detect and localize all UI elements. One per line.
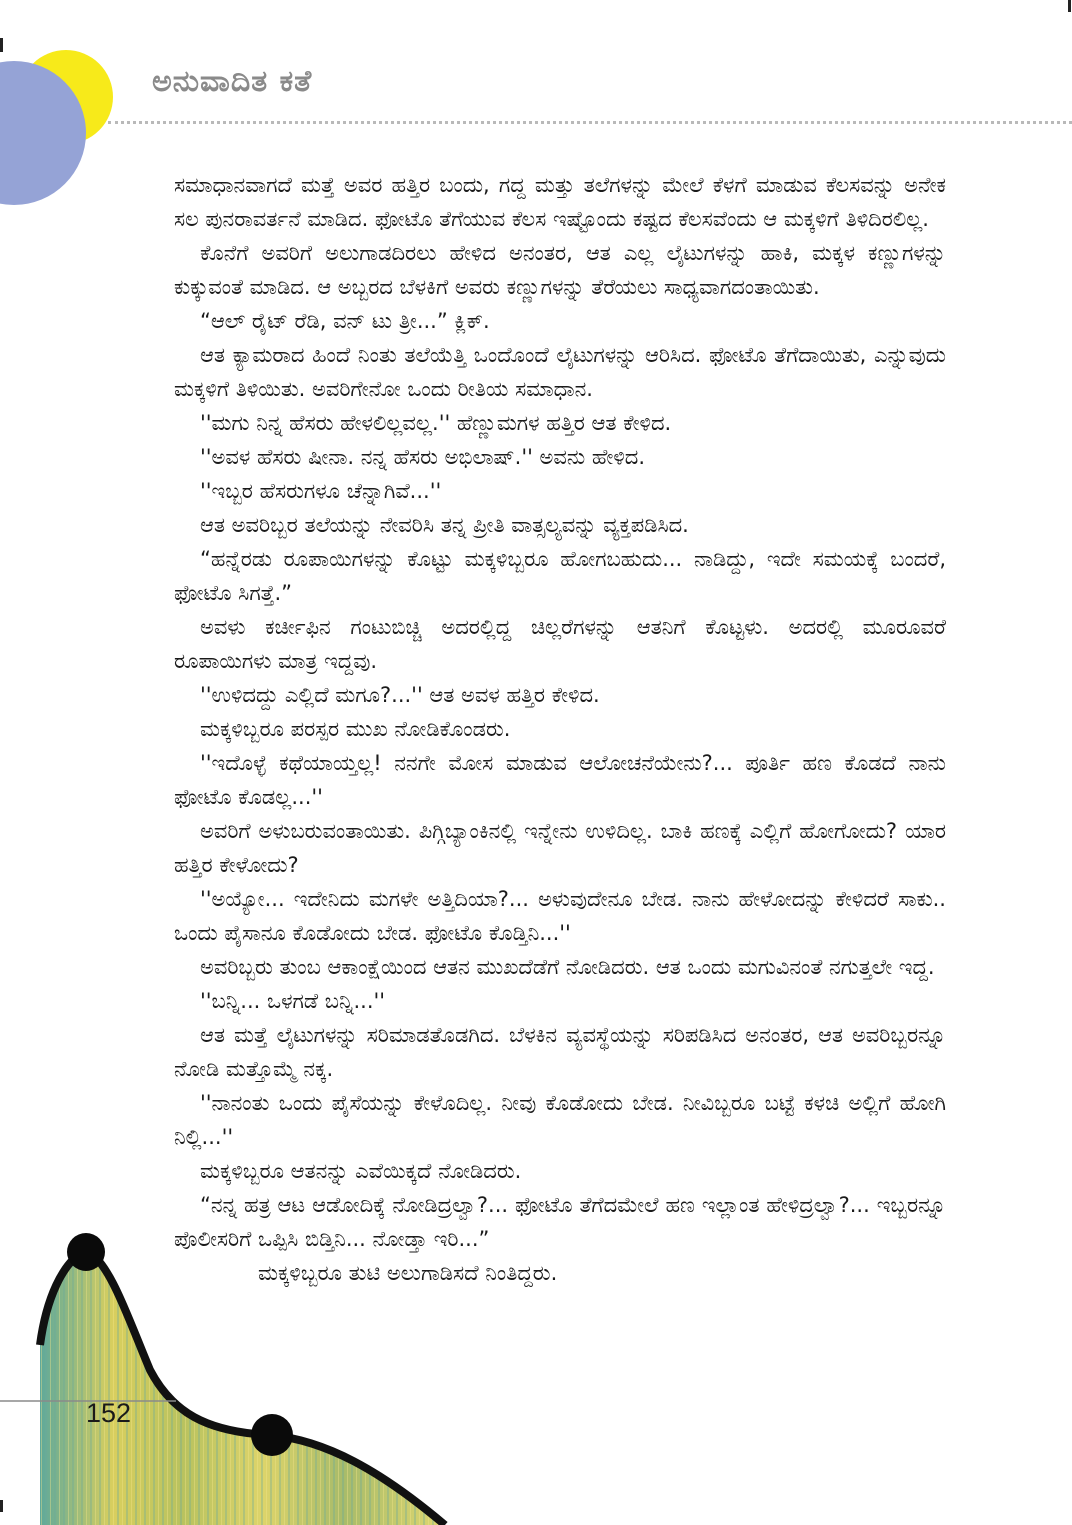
section-title: ಅನುವಾದಿತ ಕತೆ <box>152 64 313 99</box>
hill-valley-dot <box>251 1414 293 1456</box>
hill-peak-dot <box>67 1233 105 1271</box>
hill-decoration <box>0 0 460 1525</box>
paragraph: ಮಕ್ಕಳಿಬ್ಬರೂ ತುಟಿ ಅಲುಗಾಡಿಸದೆ ನಿಂತಿದ್ದರು. <box>258 1261 558 1285</box>
paragraph: “ಹನ್ನೆರಡು ರೂಪಾಯಿಗಳನ್ನು ಕೊಟ್ಟು ಮಕ್ಕಳಿಬ್ಬರೂ ಹೋಗಬಹುದು... ನಾಡಿದ್ದು, ಇದೇ ಸಮಯಕ್ಕೆ ಬಂದರೆ, ಫೋಟೊ ಸಿಗತ್ತೆ.” <box>174 547 946 605</box>
paragraph: ಆತ ಮತ್ತೆ ಲೈಟುಗಳನ್ನು ಸರಿಮಾಡತೊಡಗಿದ. ಬೆಳಕಿನ ವ್ಯವಸ್ಥೆಯನ್ನು ಸರಿಪಡಿಸಿದ ಅನಂತರ, ಆತ ಅವರಿಬ್ಬರನ್ನೂ ನೋಡಿ ಮತ್ತೊಮ್ಮೆ ನಕ್ಕ. <box>174 1023 946 1081</box>
crop-mark-top-right <box>1068 0 1071 12</box>
paragraph: ಆತ ಅವರಿಬ್ಬರ ತಲೆಯನ್ನು ನೇವರಿಸಿ ತನ್ನ ಪ್ರೀತಿ ವಾತ್ಸಲ್ಯವನ್ನು ವ್ಯಕ್ತಪಡಿಸಿದ. <box>200 513 689 537</box>
paragraph: ಕೊನೆಗೆ ಅವರಿಗೆ ಅಲುಗಾಡದಿರಲು ಹೇಳಿದ ಅನಂತರ, ಆತ ಎಲ್ಲ ಲೈಟುಗಳನ್ನು ಹಾಕಿ, ಮಕ್ಕಳ ಕಣ್ಣುಗಳನ್ನು ಕುಕ್ಕುವಂತೆ ಮಾಡಿದ. ಆ ಅಬ್ಬರದ ಬೆಳಕಿಗೆ ಅವರು ಕಣ್ಣುಗಳನ್ನು ತೆರೆಯಲು ಸಾಧ್ಯವಾಗದಂತಾಯಿತು. <box>174 241 946 299</box>
paragraph: ಅವರಿಬ್ಬರು ತುಂಬ ಆಕಾಂಕ್ಷೆಯಿಂದ ಆತನ ಮುಖದೆಡೆಗೆ ನೋಡಿದರು. ಆತ ಒಂದು ಮಗುವಿನಂತೆ ನಗುತ್ತಲೇ ಇದ್ದ. <box>200 955 935 979</box>
paragraph: ''ಇಬ್ಬರ ಹೆಸರುಗಳೂ ಚೆನ್ನಾಗಿವೆ...'' <box>200 479 442 503</box>
paragraph: ''ಇದೊಳ್ಳೆ ಕಥೆಯಾಯ್ತಲ್ಲ! ನನಗೇ ಮೋಸ ಮಾಡುವ ಆಲೋಚನೆಯೇನು?... ಪೂರ್ತಿ ಹಣ ಕೊಡದೆ ನಾನು ಫೋಟೊ ಕೊಡಲ್ಲ...'' <box>174 751 946 809</box>
paragraph: “ಆಲ್ ರೈಟ್ ರೆಡಿ, ವನ್ ಟು ತ್ರೀ...” ಕ್ಲಿಕ್. <box>200 309 490 333</box>
paragraph: ಮಕ್ಕಳಿಬ್ಬರೂ ಪರಸ್ಪರ ಮುಖ ನೋಡಿಕೊಂಡರು. <box>200 717 511 741</box>
paragraph: “ನನ್ನ ಹತ್ರ ಆಟ ಆಡೋದಿಕ್ಕೆ ನೋಡಿದ್ರಲ್ವಾ?... ಫೋಟೊ ತೆಗೆದಮೇಲೆ ಹಣ ಇಲ್ಲಾಂತ ಹೇಳಿದ್ರಲ್ವಾ?... ಇಬ್ಬರನ್ನೂ ಪೊಲೀಸರಿಗೆ ಒಪ್ಪಿಸಿ ಬಿಡ್ತಿನಿ... ನೋಡ್ತಾ ಇರಿ...” <box>174 1193 946 1251</box>
paragraph: ಆತ ಕ್ಯಾಮರಾದ ಹಿಂದೆ ನಿಂತು ತಲೆಯೆತ್ತಿ ಒಂದೊಂದೆ ಲೈಟುಗಳನ್ನು ಆರಿಸಿದ. ಫೋಟೊ ತೆಗೆದಾಯಿತು, ಎನ್ನುವುದು ಮಕ್ಕಳಿಗೆ ತಿಳಿಯಿತು. ಅವರಿಗೇನೋ ಒಂದು ರೀತಿಯ ಸಮಾಧಾನ. <box>174 343 946 401</box>
paragraph: ''ಮಗು ನಿನ್ನ ಹೆಸರು ಹೇಳಲಿಲ್ಲವಲ್ಲ.'' ಹೆಣ್ಣುಮಗಳ ಹತ್ತಿರ ಆತ ಕೇಳಿದ. <box>200 411 672 435</box>
paragraph: ಅವರಿಗೆ ಅಳುಬರುವಂತಾಯಿತು. ಪಿಗ್ಗಿಬ್ಯಾಂಕಿನಲ್ಲಿ ಇನ್ನೇನು ಉಳಿದಿಲ್ಲ. ಬಾಕಿ ಹಣಕ್ಕೆ ಎಲ್ಲಿಗೆ ಹೋಗೋದು? ಯಾರ ಹತ್ತಿರ ಕೇಳೋದು? <box>174 819 946 877</box>
paragraph: ಅವಳು ಕರ್ಚೀಫಿನ ಗಂಟುಬಿಚ್ಚಿ ಅದರಲ್ಲಿದ್ದ ಚಿಲ್ಲರೆಗಳನ್ನು ಆತನಿಗೆ ಕೊಟ್ಟಳು. ಅದರಲ್ಲಿ ಮೂರೂವರೆ ರೂಪಾಯಿಗಳು ಮಾತ್ರ ಇದ್ದವು. <box>174 615 946 673</box>
paragraph: ಮಕ್ಕಳಿಬ್ಬರೂ ಆತನನ್ನು ಎವೆಯಿಕ್ಕದೆ ನೋಡಿದರು. <box>200 1159 522 1183</box>
paragraph: ''ಅಯ್ಯೋ... ಇದೇನಿದು ಮಗಳೇ ಅತ್ತಿದಿಯಾ?... ಅಳುವುದೇನೂ ಬೇಡ. ನಾನು ಹೇಳೋದನ್ನು ಕೇಳಿದರೆ ಸಾಕು.. ಒಂದು ಪೈಸಾನೂ ಕೊಡೋದು ಬೇಡ. ಫೋಟೊ ಕೊಡ್ತಿನಿ...'' <box>174 887 946 945</box>
paragraph: ''ಅವಳ ಹೆಸರು ಷೀನಾ. ನನ್ನ ಹೆಸರು ಅಭಿಲಾಷ್.'' ಅವನು ಹೇಳಿದ. <box>200 445 646 469</box>
paragraph: ''ನಾನಂತು ಒಂದು ಪೈಸೆಯನ್ನು ಕೇಳೊದಿಲ್ಲ. ನೀವು ಕೊಡೋದು ಬೇಡ. ನೀವಿಬ್ಬರೂ ಬಟ್ಟೆ ಕಳಚಿ ಅಲ್ಲಿಗೆ ಹೋಗಿ ನಿಲ್ಲಿ...'' <box>174 1091 946 1149</box>
paragraph: ''ಉಳಿದದ್ದು ಎಲ್ಲಿದೆ ಮಗೂ?...'' ಆತ ಅವಳ ಹತ್ತಿರ ಕೇಳಿದ. <box>200 683 600 707</box>
paragraph: ಸಮಾಧಾನವಾಗದೆ ಮತ್ತೆ ಅವರ ಹತ್ತಿರ ಬಂದು, ಗದ್ದ ಮತ್ತು ತಲೆಗಳನ್ನು ಮೇಲೆ ಕೆಳಗೆ ಮಾಡುವ ಕೆಲಸವನ್ನು ಅನೇಕ ಸಲ ಪುನರಾವರ್ತನೆ ಮಾಡಿದ. ಫೋಟೊ ತೆಗೆಯುವ ಕೆಲಸ ಇಷ್ಟೊಂದು ಕಷ್ಟದ ಕೆಲಸವೆಂದು ಆ ಮಕ್ಕಳಿಗೆ ತಿಳಿದಿರಲಿಲ್ಲ. <box>174 173 946 231</box>
paragraph: ''ಬನ್ನಿ... ಒಳಗಡೆ ಬನ್ನಿ...'' <box>200 989 386 1013</box>
page-number: 152 <box>86 1398 132 1428</box>
